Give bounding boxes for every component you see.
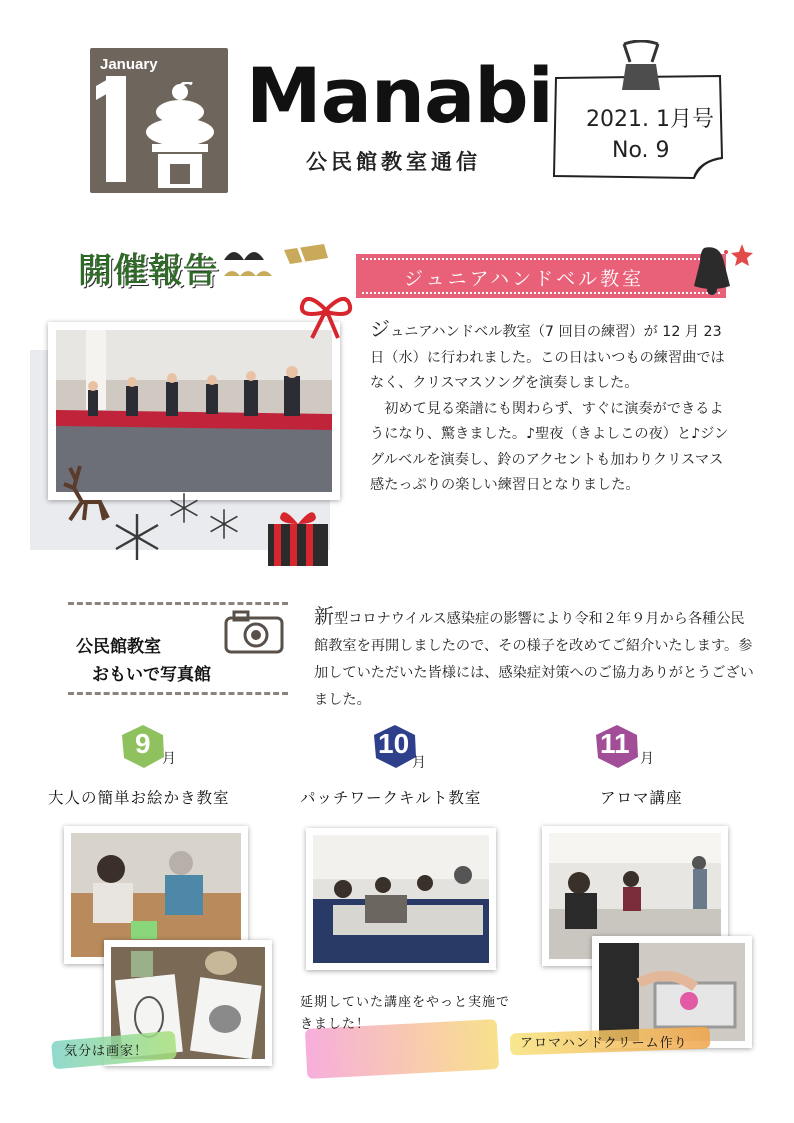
month-number: 9 — [135, 728, 151, 759]
gift-box-icon — [262, 502, 334, 568]
newsletter-subtitle: 公民館教室通信 — [306, 150, 481, 174]
gallery-intro — [314, 603, 754, 714]
month-suffix: 月 — [162, 751, 176, 767]
dashed-divider — [68, 602, 288, 605]
report-heading: 開催報告 — [78, 251, 218, 291]
camera-icon — [222, 606, 286, 654]
newsletter-title: Manabi — [246, 51, 553, 140]
january-calendar-graphic — [90, 48, 228, 193]
bell-icon — [686, 240, 756, 300]
class-title-drawing: 大人の簡単お絵かき教室 — [48, 789, 230, 807]
paragraph-text: ュニアハンドベル教室（7 回目の練習）が 12 月 23 日（水）に行われました。この日はいつもの練習曲ではなく、クリスマスソングを演奏しました。 — [370, 324, 725, 391]
gallery-title-line2: おもいで写真館 — [92, 665, 211, 685]
red-ribbon-icon — [298, 290, 354, 342]
report-paragraph-1 — [370, 317, 730, 397]
photo-caption: アロマハンドクリーム作り — [520, 1036, 688, 1051]
dashed-divider — [68, 692, 288, 695]
drop-letter: ジ — [370, 317, 390, 341]
issue-label: 2021. 1月号 — [586, 107, 714, 132]
photo-caption: 延期していた講座をやっと実施できました！ — [300, 995, 511, 1032]
new-year-decoration-icon — [220, 236, 340, 292]
gallery-title-line1: 公民館教室 — [76, 637, 161, 657]
patchwork-class-photo — [306, 828, 496, 970]
snowflake-icon — [208, 508, 240, 540]
snowflake-icon — [168, 492, 200, 524]
class-title-patchwork: パッチワークキルト教室 — [300, 789, 482, 807]
binder-clip-icon — [620, 40, 662, 94]
report-body — [370, 317, 730, 499]
numeral-one-graphic — [96, 76, 130, 186]
banner-label: ジュニアハンドベル教室 — [404, 268, 645, 290]
reindeer-icon — [56, 462, 112, 522]
issue-number: No. 9 — [612, 138, 670, 163]
photo-caption: 気分は画家！ — [64, 1044, 149, 1059]
month-suffix: 月 — [640, 751, 654, 767]
junior-handbell-banner — [356, 254, 726, 298]
drop-letter: 新 — [314, 604, 334, 628]
month-number: 11 — [600, 728, 630, 759]
month-label: January — [100, 56, 158, 73]
report-paragraph-2: 初めて見る楽譜にも関わらず、すぐに演奏ができるようになり、驚きました。♪聖夜（きよしこの夜）と♪ジングルベルを演奏し、鈴のアクセントも加わりクリスマス感たっぷりの楽しい練習日となりました。 — [370, 400, 729, 493]
month-number: 10 — [378, 728, 410, 759]
snowflake-icon — [112, 512, 162, 562]
class-title-aroma: アロマ講座 — [600, 789, 683, 807]
intro-text: 型コロナウイルス感染症の影響により令和２年９月から各種公民館教室を再開しましたので、その様子を改めてご紹介いたします。参加していただいた皆様には、感染症対策へのご協力ありがとうございました。 — [314, 611, 754, 708]
kagami-mochi-icon — [138, 82, 222, 190]
month-suffix: 月 — [412, 755, 426, 771]
